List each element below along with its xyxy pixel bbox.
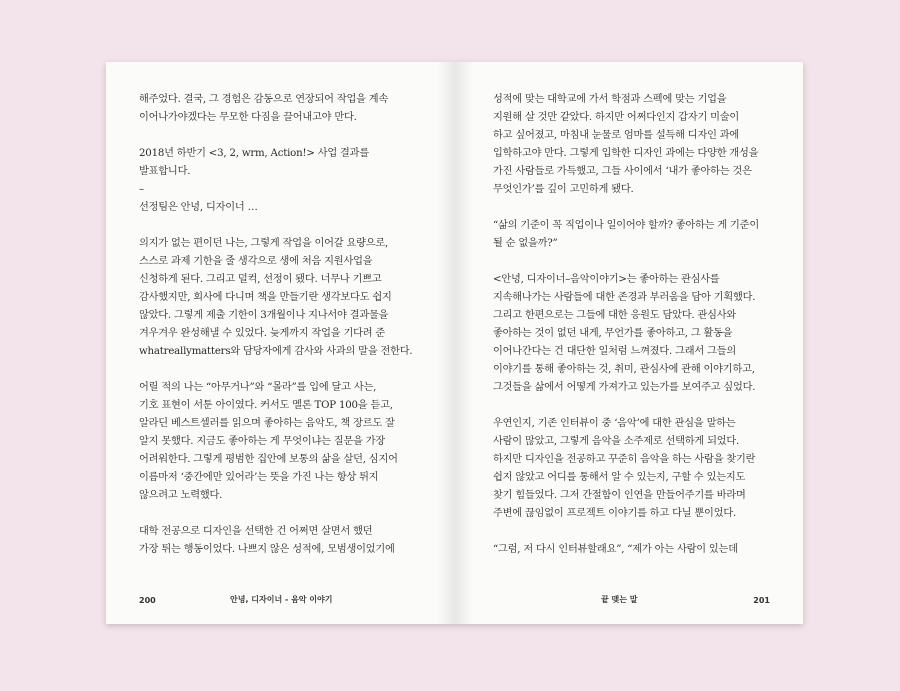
text-line: 않았다. 그렇게 제출 기한이 3개월이나 지나서야 결과물을 <box>139 310 389 321</box>
text-line: <안녕, 디자이너–음악이야기>는 좋아하는 관심사를 <box>493 274 720 285</box>
text-line: 지원해 살 것만 같았다. 하지만 어쩌다인지 갑자기 미술이 <box>493 112 740 123</box>
text-line: 이름마저 ‘중간에만 있어라’는 뜻을 가진 나는 항상 튀지 <box>139 472 379 483</box>
text-line: 가진 사람들로 가득했고, 그들 사이에서 ‘내가 좋아하는 것은 <box>493 166 752 177</box>
text-line: 하고 싶어졌고, 마침내 눈물로 엄마를 설득해 디자인 과에 <box>493 130 740 141</box>
text-line: 이어나간다는 건 대단한 일처럼 느껴졌다. 그래서 그들의 <box>493 346 737 357</box>
right-page <box>455 62 803 624</box>
text-line: 스스로 과제 기한을 줄 생각으로 생에 처음 지원사업을 <box>139 256 373 267</box>
text-line: 성적에 맞는 대학교에 가서 학점과 스펙에 맞는 기업을 <box>493 94 727 105</box>
text-line: 대학 전공으로 디자인을 선택한 건 어쩌면 살면서 했던 <box>139 526 373 537</box>
text-line: 해주었다. 결국, 그 경험은 감동으로 연장되어 작업을 계속 <box>139 94 389 105</box>
text-line: 무엇인가’를 깊이 고민하게 됐다. <box>493 184 634 195</box>
text-line: 않으려고 노력했다. <box>139 490 223 501</box>
gutter-shadow <box>455 62 473 624</box>
paragraph-gap <box>139 217 412 235</box>
right-page-text <box>493 91 759 559</box>
left-page <box>106 62 455 624</box>
text-line: “삶의 기준이 꼭 직업이나 일이어야 할까? 좋아하는 게 기준이 <box>493 220 759 231</box>
text-line: 신청하게 된다. 그리고 덜컥, 선정이 됐다. 너무나 기쁘고 <box>139 274 382 285</box>
text-line: 겨우겨우 완성해낼 수 있었다. 늦게까지 작업을 기다려 준 <box>139 328 386 339</box>
text-line: 입학하고야 만다. 그렇게 입학한 디자인 과에는 다양한 개성을 <box>493 148 759 159</box>
text-line: 그리고 한편으로는 그들에 대한 응원도 담았다. 관심사와 <box>493 310 737 321</box>
text-line: 찾기 힘들었다. 그저 간절함이 인연을 만들어주기를 바라며 <box>493 490 746 501</box>
page-number: 200 <box>139 596 156 605</box>
paragraph-gap <box>493 523 759 541</box>
text-line: 주변에 끊임없이 프로젝트 이야기를 하고 다닐 뿐이었다. <box>493 508 737 519</box>
paragraph-gap <box>493 397 759 415</box>
running-title: 안녕, 디자이너 - 음악 이야기 <box>230 595 333 604</box>
page-number: 201 <box>753 596 770 605</box>
paragraph-gap <box>139 505 412 523</box>
text-line: 의지가 없는 편이던 나는, 그렇게 작업을 이어갈 요량으로, <box>139 238 389 249</box>
text-line: 우연인지, 기존 인터뷰이 중 ‘음악’에 대한 관심을 말하는 <box>493 418 736 429</box>
text-line: 발표합니다. <box>139 166 191 177</box>
running-title: 끝 맺는 말 <box>601 595 638 604</box>
left-page-text <box>139 91 412 559</box>
book-spread <box>106 62 803 624</box>
text-line: 쉽지 않았고 어디를 통해서 알 수 있는지, 구할 수 있는지도 <box>493 472 746 483</box>
paragraph-gap <box>493 199 759 217</box>
text-line: 기호 표현이 서툰 아이였다. 커서도 멜론 TOP 100을 듣고, <box>139 400 393 411</box>
text-line: 좋아하는 것이 없던 내게, 무언가를 좋아하고, 그 활동을 <box>493 328 733 339</box>
text-line: 선정팀은 안녕, 디자이너 … <box>139 202 258 213</box>
text-line: “그럼, 저 다시 인터뷰할래요”, “제가 아는 사람이 있는데 <box>493 544 738 555</box>
text-line: 이야기를 통해 좋아하는 것, 취미, 관심사에 관해 이야기하고, <box>493 364 755 375</box>
text-line: – <box>139 184 144 195</box>
text-line: 사람이 많았고, 그렇게 음악을 소주제로 선택하게 되었다. <box>493 436 740 447</box>
text-line: 어릴 적의 나는 “아무거나”와 “몰라”를 입에 달고 사는, <box>139 382 377 393</box>
text-line: 알지 못했다. 지금도 좋아하는 게 무엇이냐는 질문을 가장 <box>139 436 386 447</box>
text-line: 2018년 하반기 <3, 2, wrm, Action!> 사업 결과를 <box>139 148 369 159</box>
text-line: 될 순 없을까?” <box>493 238 558 249</box>
text-line: 그것들을 삶에서 어떻게 가져가고 있는가를 보여주고 싶었다. <box>493 382 756 393</box>
paragraph-gap <box>139 127 412 145</box>
text-line: 하지만 디자인을 전공하고 꾸준히 음악을 하는 사람을 찾기란 <box>493 454 756 465</box>
gutter-shadow <box>437 62 455 624</box>
paragraph-gap <box>139 361 412 379</box>
text-line: 어려워한다. 그렇게 평범한 집안에 보통의 삶을 살던, 심지어 <box>139 454 398 465</box>
text-line: whatreallymatters와 담당자에게 감사와 사과의 말을 전한다. <box>139 346 413 357</box>
text-line: 이어나가야겠다는 무모한 다짐을 끌어내고야 만다. <box>139 112 357 123</box>
text-line: 감사했지만, 회사에 다니며 책을 만들기란 생각보다도 쉽지 <box>139 292 392 303</box>
text-line: 알라딘 베스트셀러를 읽으며 좋아하는 음악도, 책 장르도 잘 <box>139 418 395 429</box>
text-line: 가장 튀는 행동이었다. 나쁘지 않은 성적에, 모범생이었기에 <box>139 544 395 555</box>
paragraph-gap <box>493 253 759 271</box>
text-line: 지속해나가는 사람들에 대한 존경과 부러움을 담아 기획했다. <box>493 292 756 303</box>
